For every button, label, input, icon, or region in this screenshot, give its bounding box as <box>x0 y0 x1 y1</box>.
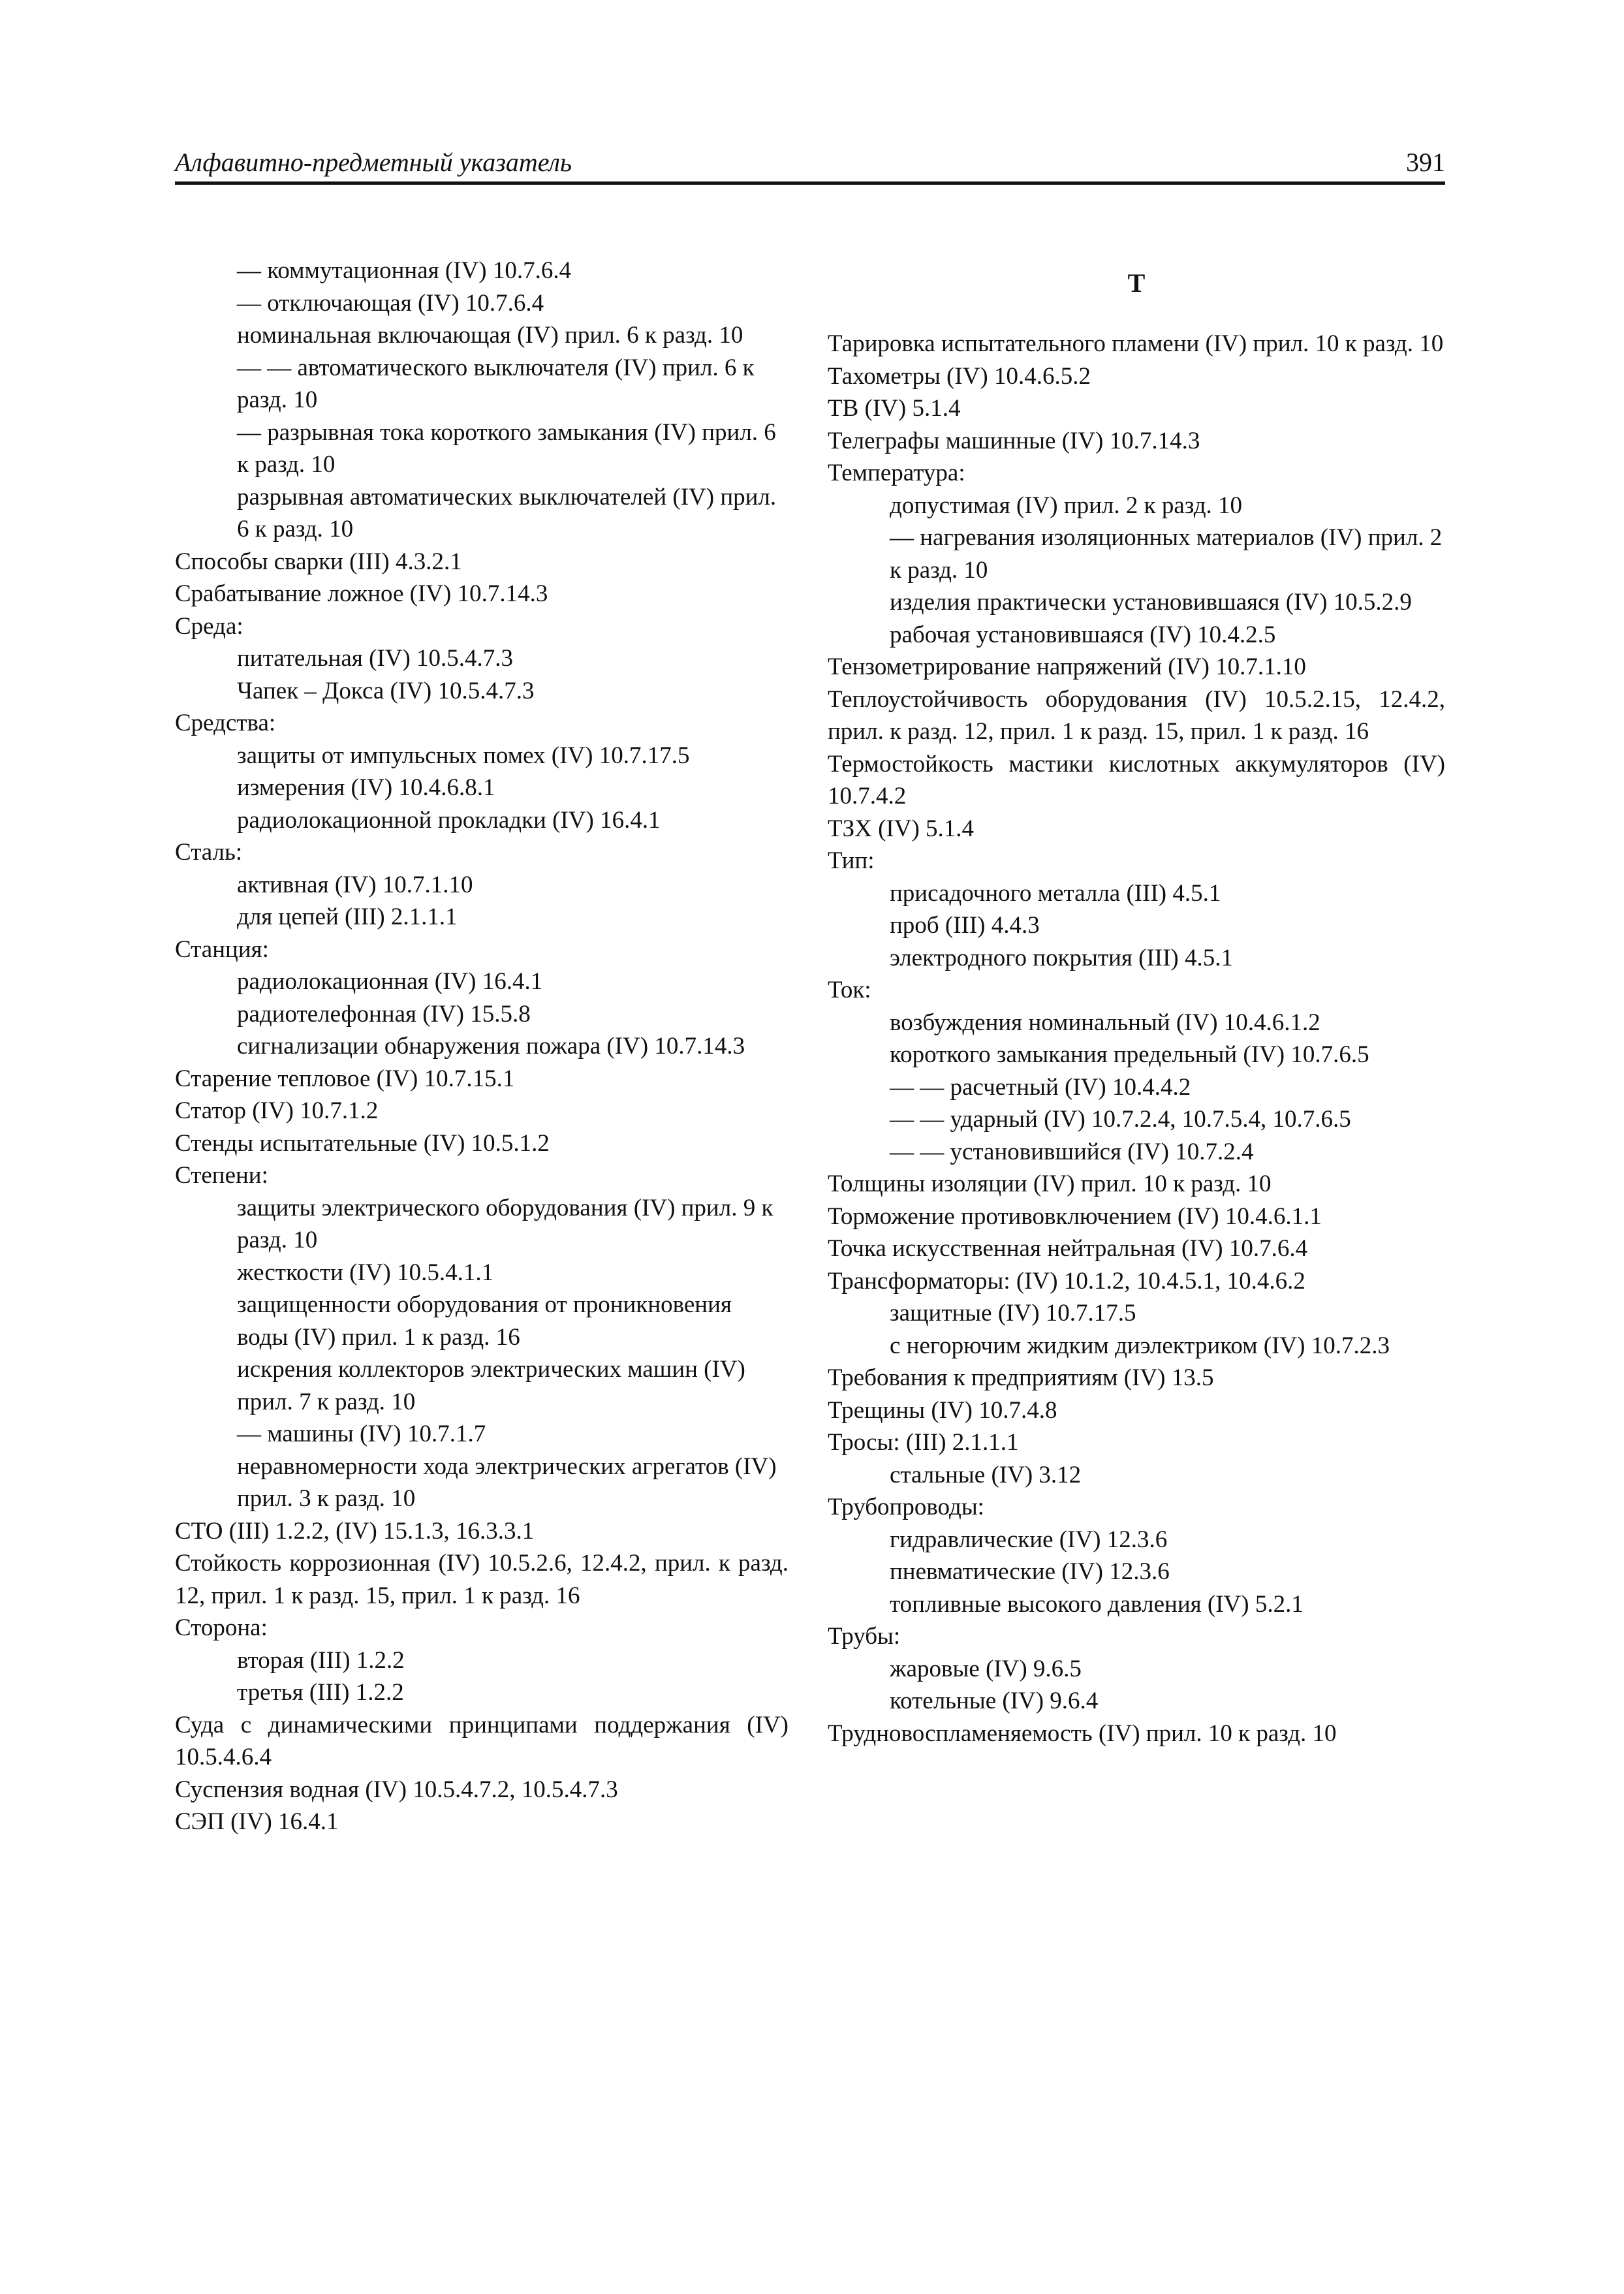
index-subentry: стальные (IV) 3.12 <box>890 1461 1082 1488</box>
index-subentry: защитные (IV) 10.7.17.5 <box>890 1300 1136 1327</box>
index-entry: Точка искусственная нейтральная (IV) 10.7.6.4 <box>828 1235 1308 1262</box>
index-subentry: — — расчетный (IV) 10.4.4.2 <box>890 1073 1191 1101</box>
index-subentry: жаровые (IV) 9.6.5 <box>890 1655 1082 1682</box>
index-entry: Требования к предприятиям (IV) 13.5 <box>828 1364 1214 1391</box>
index-subentry: возбуждения номинальный (IV) 10.4.6.1.2 <box>890 1009 1320 1036</box>
index-subentry: радиолокационной прокладки (IV) 16.4.1 <box>237 806 661 834</box>
index-subentry: — нагревания изоляционных материалов (IV) прил. 2 к разд. 10 <box>890 524 1443 584</box>
index-subentry: — — автоматического выключателя (IV) прил. 6 к разд. 10 <box>237 354 755 413</box>
index-subentry: электродного покрытия (III) 4.5.1 <box>890 944 1234 971</box>
running-header-title: Алфавитно-предметный указатель <box>175 148 572 177</box>
index-subentry: защищенности оборудования от проникновения воды (IV) прил. 1 к разд. 16 <box>237 1291 732 1351</box>
index-entry: Стенды испытательные (IV) 10.5.1.2 <box>175 1129 550 1157</box>
index-subentry: сигнализации обнаружения пожара (IV) 10.7.14.3 <box>237 1033 745 1060</box>
index-entry: Тарировка испытательного пламени (IV) прил. 10 к разд. 10 <box>828 330 1444 357</box>
index-entry: Тросы: (III) 2.1.1.1 <box>828 1429 1019 1456</box>
index-subentry: активная (IV) 10.7.1.10 <box>237 871 473 898</box>
index-subentry: рабочая установившаяся (IV) 10.4.2.5 <box>890 621 1276 648</box>
index-subentry: — машины (IV) 10.7.1.7 <box>237 1421 486 1447</box>
letter-section-heading: Т <box>1127 268 1146 298</box>
index-entry: Суда с динамическими принципами поддержания (IV) 10.5.4.6.4 <box>175 1711 789 1770</box>
index-subentry: защиты от импульсных помех (IV) 10.7.17.5 <box>237 742 690 769</box>
index-entry: Степени: <box>175 1162 268 1189</box>
index-subentry: короткого замыкания предельный (IV) 10.7.6.5 <box>890 1041 1369 1068</box>
index-subentry: присадочного металла (III) 4.5.1 <box>890 879 1221 907</box>
index-entry: Суспензия водная (IV) 10.5.4.7.2, 10.5.4.7.3 <box>175 1776 618 1803</box>
index-subentry: котельные (IV) 9.6.4 <box>890 1688 1099 1714</box>
index-entry: Трубопроводы: <box>828 1494 984 1520</box>
index-entry: Старение тепловое (IV) 10.7.15.1 <box>175 1065 515 1092</box>
index-entry: Стойкость коррозионная (IV) 10.5.2.6, 12.4.2, прил. к разд. 12, прил. 1 к разд. 15, прил. 1 к разд. 16 <box>175 1550 789 1609</box>
index-subentry: проб (III) 4.4.3 <box>890 912 1040 939</box>
index-entry: Сталь: <box>175 839 243 866</box>
index-subentry: радиолокационная (IV) 16.4.1 <box>237 968 543 995</box>
index-subentry: гидравлические (IV) 12.3.6 <box>890 1526 1168 1553</box>
index-column-right <box>828 328 1445 1750</box>
page-number: 391 <box>1406 148 1445 177</box>
index-subentry: питательная (IV) 10.5.4.7.3 <box>237 645 514 672</box>
index-subentry: для цепей (III) 2.1.1.1 <box>237 903 458 930</box>
index-entry: Срабатывание ложное (IV) 10.7.14.3 <box>175 580 548 607</box>
index-entry: Станция: <box>175 935 269 963</box>
index-entry: Средства: <box>175 710 276 736</box>
index-subentry: жесткости (IV) 10.5.4.1.1 <box>237 1259 494 1286</box>
index-entry: Трубы: <box>828 1623 901 1650</box>
index-entry: Теплоустойчивость оборудования (IV) 10.5.2.15, 12.4.2, прил. к разд. 12, прил. 1 к разд. 15, прил. 1 к разд. 16 <box>828 685 1445 745</box>
index-subentry: разрывная автоматических выключателей (IV) прил. 6 к разд. 10 <box>237 483 777 542</box>
index-entry: СЭП (IV) 16.4.1 <box>175 1808 339 1835</box>
index-entry: Среда: <box>175 612 243 640</box>
index-subentry: пневматические (IV) 12.3.6 <box>890 1558 1170 1585</box>
index-entry: Способы сварки (III) 4.3.2.1 <box>175 548 462 575</box>
index-subentry: топливные высокого давления (IV) 5.2.1 <box>890 1590 1304 1618</box>
index-subentry: — — установившийся (IV) 10.7.2.4 <box>890 1138 1254 1165</box>
index-subentry: изделия практически установившаяся (IV) 10.5.2.9 <box>890 589 1412 616</box>
index-subentry: — отключающая (IV) 10.7.6.4 <box>237 289 544 317</box>
index-entry: Тахометры (IV) 10.4.6.5.2 <box>828 362 1091 390</box>
running-header <box>175 145 1445 185</box>
index-subentry: — разрывная тока короткого замыкания (IV) прил. 6 к разд. 10 <box>237 418 776 478</box>
index-entry: Трансформаторы: (IV) 10.1.2, 10.4.5.1, 10.4.6.2 <box>828 1267 1305 1295</box>
index-subentry: вторая (III) 1.2.2 <box>237 1646 405 1674</box>
index-entry: Толщины изоляции (IV) прил. 10 к разд. 10 <box>828 1171 1272 1197</box>
index-subentry: Чапек – Докса (IV) 10.5.4.7.3 <box>237 677 535 704</box>
index-subentry: допустимая (IV) прил. 2 к разд. 10 <box>890 492 1243 519</box>
index-entry: Статор (IV) 10.7.1.2 <box>175 1097 379 1124</box>
index-subentry: с негорючим жидким диэлектриком (IV) 10.7.2.3 <box>890 1332 1390 1359</box>
index-entry: Телеграфы машинные (IV) 10.7.14.3 <box>828 427 1200 454</box>
index-entry: СТО (III) 1.2.2, (IV) 15.1.3, 16.3.3.1 <box>175 1517 535 1545</box>
index-subentry: радиотелефонная (IV) 15.5.8 <box>237 1000 531 1028</box>
index-entry: Трещины (IV) 10.7.4.8 <box>828 1396 1057 1424</box>
index-entry: Сторона: <box>175 1614 268 1641</box>
index-subentry: измерения (IV) 10.4.6.8.1 <box>237 774 495 801</box>
index-column-left <box>175 255 789 1838</box>
index-entry: Торможение противовключением (IV) 10.4.6.1.1 <box>828 1202 1322 1230</box>
index-entry: Тензометрирование напряжений (IV) 10.7.1.10 <box>828 653 1306 680</box>
index-subentry: — коммутационная (IV) 10.7.6.4 <box>237 257 572 284</box>
index-entry: Ток: <box>828 977 871 1003</box>
index-subentry: номинальная включающая (IV) прил. 6 к разд. 10 <box>237 322 743 349</box>
index-entry: ТВ (IV) 5.1.4 <box>828 395 961 422</box>
index-entry: Термостойкость мастики кислотных аккумуляторов (IV) 10.7.4.2 <box>828 750 1445 809</box>
index-subentry: неравномерности хода электрических агрегатов (IV) прил. 3 к разд. 10 <box>237 1453 777 1512</box>
index-entry: ТЗХ (IV) 5.1.4 <box>828 815 975 842</box>
index-entry: Трудновоспламеняемость (IV) прил. 10 к разд. 10 <box>828 1720 1337 1747</box>
index-entry: Тип: <box>828 847 875 874</box>
index-subentry: защиты электрического оборудования (IV) прил. 9 к разд. 10 <box>237 1194 773 1253</box>
index-subentry: третья (III) 1.2.2 <box>237 1679 404 1706</box>
index-subentry: искрения коллекторов электрических машин (IV) прил. 7 к разд. 10 <box>237 1356 745 1415</box>
index-subentry: — — ударный (IV) 10.7.2.4, 10.7.5.4, 10.7.6.5 <box>890 1106 1351 1133</box>
index-entry: Температура: <box>828 460 965 486</box>
